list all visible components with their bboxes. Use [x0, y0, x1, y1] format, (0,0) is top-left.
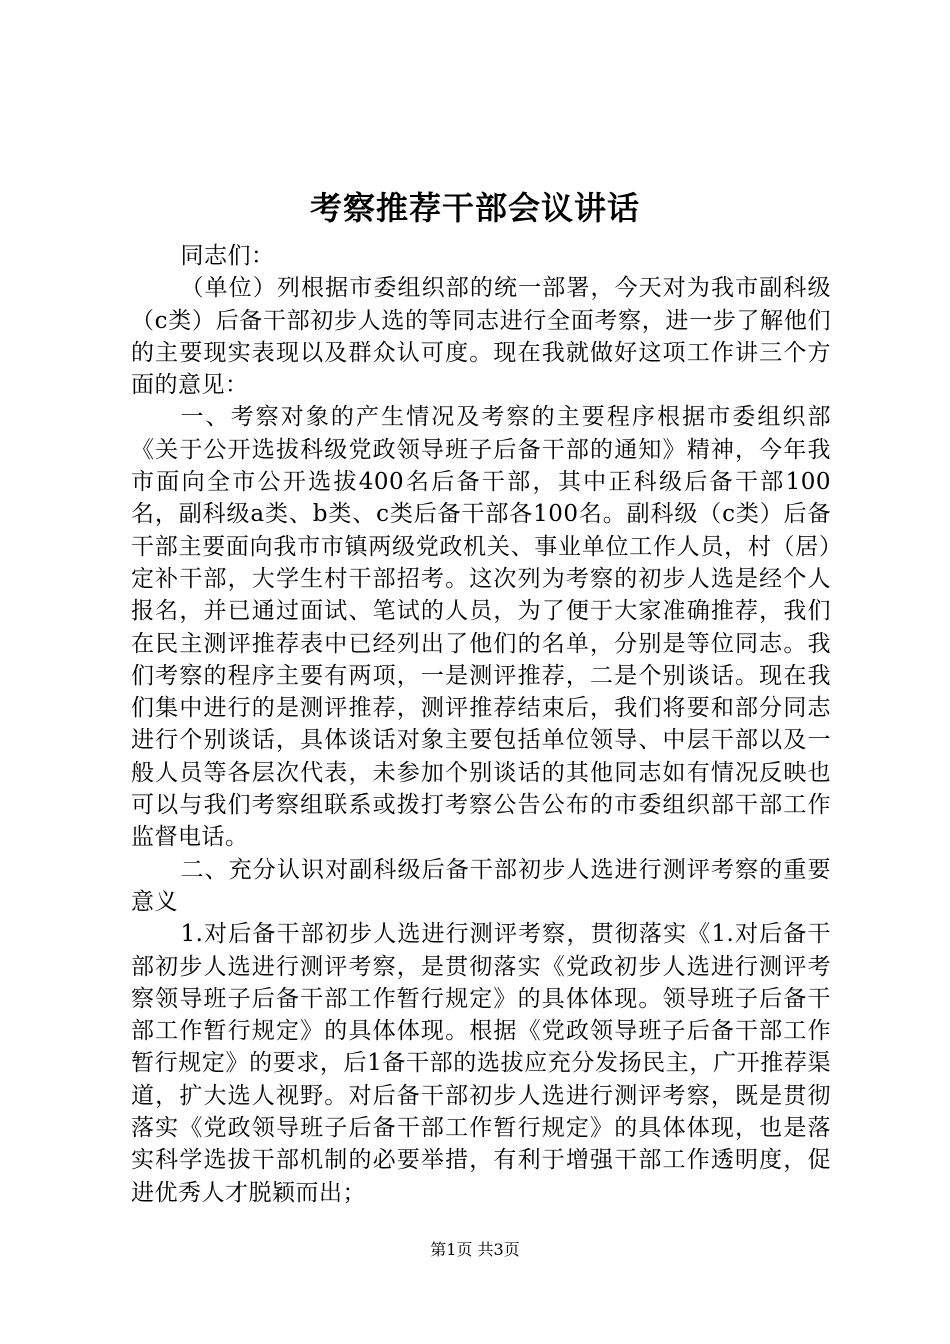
paragraph-salutation: 同志们： — [180, 243, 275, 269]
paragraph-section-one: 一、考察对象的产生情况及考察的主要程序根据市委组织部《关于公开选拔科级党政领导班子后备干部的通知》精神，今年我市面向全市公开选拔400名后备干部，其中正科级后备干部100名，副科级a类、b类、c类后备干部各100名。副科级（c类）后备干部主要面向我市市镇两级党政机关、事业单位工作人员，村（居）定补干部，大学生村干部招考。这次列为考察的初步人选是经个人报名，并已通过面试、笔试的人员，为了便于大家准确推荐，我们在民主测评推荐表中已经列出了他们的名单，分别是等位同志。我们考察的程序主要有两项，一是测评推荐，二是个别谈话。现在我们集中进行的是测评推荐，测评推荐结束后，我们将要和部分同志进行个别谈话，具体谈话对象主要包括单位领导、中层干部以及一般人员等各层次代表，未参加个别谈话的其他同志如有情况反映也可以与我们考察组联系或拨打考察公告公布的市委组织部干部工作监督电话。 — [131, 404, 831, 851]
page-title: 考察推荐干部会议讲话 — [309, 189, 640, 227]
paragraph-section-two-heading: 二、充分认识对副科级后备干部初步人选进行测评考察的重要意义 — [131, 856, 831, 915]
document-body — [131, 240, 831, 1209]
paragraph-intro: （单位）列根据市委组织部的统一部署，今天对为我市副科级（c类）后备干部初步人选的等同志进行全面考察，进一步了解他们的主要现实表现以及群众认可度。现在我就做好这项工作讲三个方面的意见： — [131, 275, 831, 399]
paragraph-point-one: 1.对后备干部初步人选进行测评考察，贯彻落实《1.对后备干部初步人选进行测评考察，是贯彻落实《党政初步人选进行测评考察领导班子后备干部工作暂行规定》的具体体现。领导班子后备干部工作暂行规定》的具体体现。根据《党政领导班子后备干部工作暂行规定》的要求，后1备干部的选拔应充分发扬民主，广开推荐渠道，扩大选人视野。对后备干部初步人选进行测评考察，既是贯彻落实《党政领导班子后备干部工作暂行规定》的具体体现，也是落实科学选拔干部机制的必要举措，有利于增强干部工作透明度，促进优秀人才脱颖而出； — [131, 921, 831, 1206]
page-footer: 第1页 共3页 — [430, 1240, 520, 1259]
